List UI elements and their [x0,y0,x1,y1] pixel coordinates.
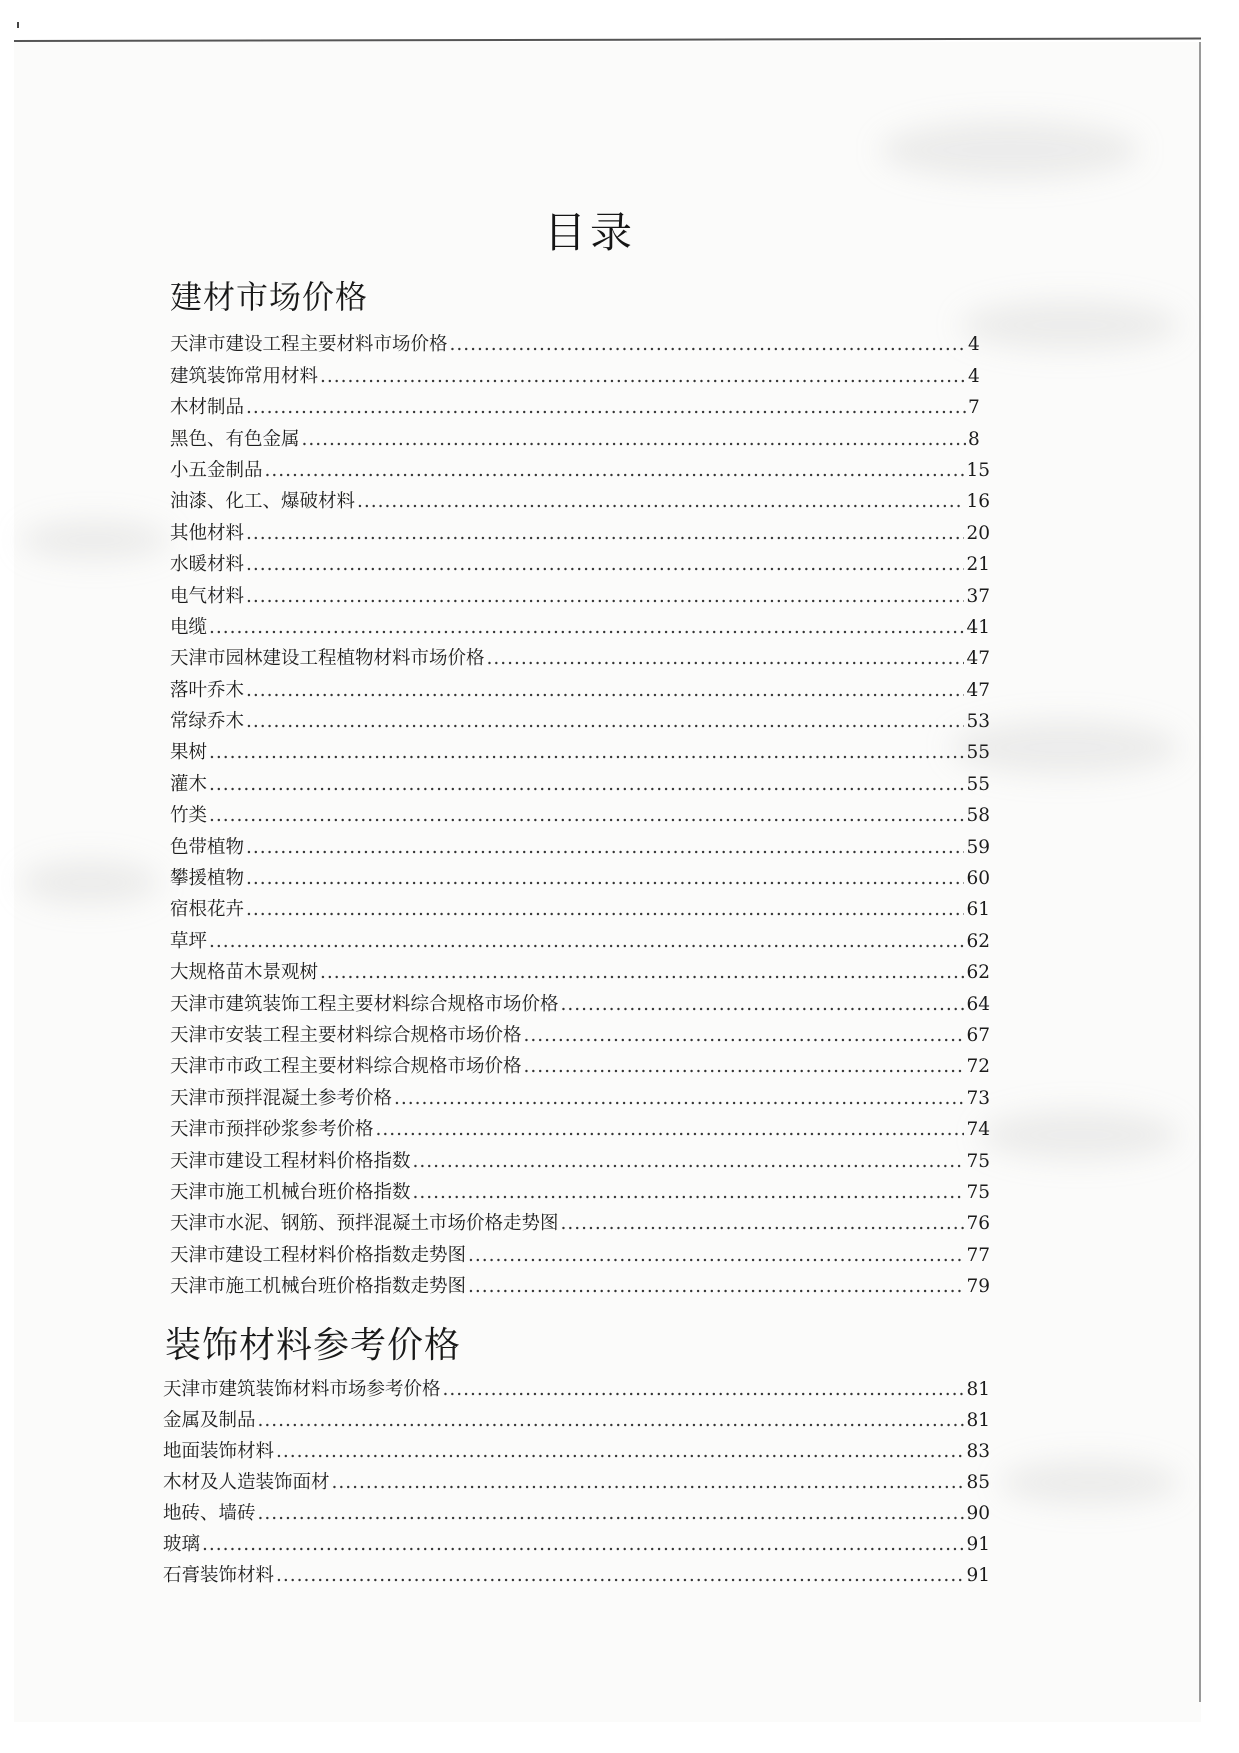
dot-leader [320,962,964,984]
toc-page-number: 73 [966,1087,990,1109]
toc-entry-label: 油漆、化工、爆破材料 [170,491,356,513]
toc-page-number: 75 [966,1181,990,1203]
toc-entry[interactable] [170,984,990,1015]
dot-leader [413,1151,965,1173]
toc-entry[interactable] [170,1173,990,1204]
toc-page-number: 59 [966,836,990,858]
dot-leader [468,1245,964,1267]
dot-leader [209,617,964,639]
dot-leader [413,1182,965,1204]
dot-leader [357,491,964,513]
toc-entry[interactable] [170,921,990,952]
toc-entry-label: 攀援植物 [170,868,245,890]
toc-entry-label: 天津市施工机械台班价格指数走势图 [170,1276,467,1298]
toc-entry-label: 电气材料 [170,585,245,607]
dot-leader [276,1441,964,1463]
dot-leader [524,1056,965,1078]
toc-page-number: 47 [966,648,990,670]
toc-entry[interactable] [170,1141,990,1172]
toc-entry[interactable] [170,702,990,733]
toc-page-number: 76 [966,1213,990,1235]
dot-leader [265,460,965,482]
toc-page-number: 41 [966,616,990,638]
toc-entry[interactable] [170,1047,990,1078]
toc-entry[interactable] [170,764,990,795]
toc-page-number: 75 [966,1150,990,1172]
toc-page-number: 60 [966,868,990,890]
toc-entry-label: 天津市预拌混凝土参考价格 [170,1087,393,1109]
dot-leader [246,397,966,419]
section-heading: 装饰材料参考价格 [165,1325,462,1366]
dot-leader [394,1088,964,1110]
dot-leader [202,1534,964,1556]
dot-leader [443,1379,965,1401]
dot-leader [302,429,966,451]
toc-entry[interactable] [170,356,990,387]
dot-leader [561,1213,965,1235]
toc-entry[interactable] [170,1204,990,1235]
toc-entry-label: 金属及制品 [163,1410,256,1431]
dot-leader [209,774,964,796]
dot-leader [276,1565,964,1587]
toc-entry-label: 竹类 [170,805,208,827]
toc-entry[interactable] [170,827,990,858]
toc-entry[interactable] [170,576,990,607]
dot-leader [258,1503,965,1525]
dot-leader [450,334,966,356]
toc-page-number: 62 [966,930,990,952]
toc-page-number: 85 [966,1472,990,1493]
scan-shade [20,520,170,560]
scan-shade [880,120,1140,180]
toc-page-number: 37 [966,585,990,607]
toc-entry[interactable] [170,513,990,544]
toc-entry[interactable] [170,482,990,513]
toc-entry[interactable] [163,1556,990,1587]
dot-leader [246,868,964,890]
section-heading: 建材市场价格 [170,278,369,316]
toc-entry-label: 石膏装饰材料 [163,1565,275,1586]
toc-entry[interactable] [163,1525,990,1556]
toc-entry-label: 天津市安装工程主要材料综合规格市场价格 [170,1024,522,1046]
toc-entry-label: 天津市建设工程材料价格指数 [170,1150,411,1172]
toc-entry-label: 木材及人造装饰面材 [163,1472,330,1493]
toc-entry-label: 天津市园林建设工程植物材料市场价格 [170,648,485,670]
toc-page-number: 4 [968,365,980,387]
toc-page-number: 77 [966,1244,990,1266]
toc-entry[interactable] [170,1078,990,1109]
toc-entry[interactable] [163,1401,990,1432]
dot-leader [246,554,964,576]
toc-list [163,1370,990,1587]
toc-entry-label: 水暖材料 [170,554,245,576]
toc-page-number: 4 [968,334,980,356]
toc-page-number: 7 [968,397,980,419]
scan-shade [1000,1460,1180,1505]
toc-entry-label: 宿根花卉 [170,899,245,921]
toc-page-number: 47 [966,679,990,701]
dot-leader [246,523,964,545]
toc-entry-label: 草坪 [170,930,208,952]
toc-entry[interactable] [170,1267,990,1298]
toc-entry-label: 天津市建筑装饰工程主要材料综合规格市场价格 [170,993,559,1015]
scan-mark [17,22,19,28]
dot-leader [561,994,965,1016]
toc-page-number: 91 [966,1534,990,1555]
toc-entry[interactable] [163,1432,990,1463]
page-title: 目录 [543,208,636,257]
dot-leader [487,648,965,670]
toc-page-number: 55 [966,742,990,764]
toc-entry-label: 灌木 [170,773,208,795]
toc-entry[interactable] [170,639,990,670]
toc-entry-label: 地砖、墙砖 [163,1503,256,1524]
toc-page-number: 58 [966,805,990,827]
dot-leader [320,366,966,388]
toc-entry-label: 玻璃 [163,1534,201,1555]
dot-leader [246,899,964,921]
scan-shade [20,860,160,905]
toc-entry[interactable] [170,1110,990,1141]
toc-entry-label: 天津市建设工程主要材料市场价格 [170,334,448,356]
toc-entry[interactable] [170,670,990,701]
toc-page-number: 67 [966,1024,990,1046]
toc-entry[interactable] [170,388,990,419]
toc-entry-label: 天津市水泥、钢筋、预拌混凝土市场价格走势图 [170,1213,559,1235]
toc-entry[interactable] [163,1463,990,1494]
toc-entry[interactable] [163,1370,990,1401]
toc-entry[interactable] [170,1016,990,1047]
toc-page-number: 79 [966,1276,990,1298]
toc-page-number: 53 [966,711,990,733]
toc-entry[interactable] [170,1235,990,1266]
toc-page-number: 64 [966,993,990,1015]
toc-entry[interactable] [170,545,990,576]
toc-page-number: 15 [966,459,990,481]
toc-list [170,325,990,1298]
toc-entry[interactable] [170,733,990,764]
toc-entry-label: 其他材料 [170,522,245,544]
toc-entry[interactable] [170,608,990,639]
toc-page-number: 83 [966,1441,990,1462]
toc-entry[interactable] [170,859,990,890]
toc-entry[interactable] [170,890,990,921]
dot-leader [209,931,964,953]
dot-leader [209,805,964,827]
toc-entry-label: 黑色、有色金属 [170,428,300,450]
toc-page-number: 81 [966,1379,990,1400]
dot-leader [209,742,964,764]
page-edge [1199,42,1201,1702]
dot-leader [246,586,964,608]
dot-leader [376,1119,965,1141]
toc-entry[interactable] [170,953,990,984]
toc-entry[interactable] [163,1494,990,1525]
toc-page-number: 20 [966,522,990,544]
toc-page-number: 72 [966,1056,990,1078]
toc-page-number: 8 [968,428,980,450]
toc-entry[interactable] [170,325,990,356]
toc-entry-label: 大规格苗木景观树 [170,962,319,984]
toc-page-number: 91 [966,1565,990,1586]
toc-page-number: 55 [966,773,990,795]
toc-entry-label: 天津市市政工程主要材料综合规格市场价格 [170,1056,522,1078]
toc-entry-label: 天津市施工机械台班价格指数 [170,1181,411,1203]
toc-page-number: 74 [966,1119,990,1141]
dot-leader [524,1025,965,1047]
toc-page-number: 21 [966,554,990,576]
toc-entry-label: 落叶乔木 [170,679,245,701]
toc-entry-label: 小五金制品 [170,459,263,481]
toc-entry-label: 天津市预拌砂浆参考价格 [170,1119,374,1141]
dot-leader [332,1472,965,1494]
dot-leader [246,711,964,733]
toc-page-number: 16 [966,491,990,513]
toc-page-number: 62 [966,962,990,984]
toc-entry-label: 木材制品 [170,397,245,419]
toc-entry-label: 地面装饰材料 [163,1441,275,1462]
toc-entry-label: 常绿乔木 [170,711,245,733]
toc-page-number: 90 [966,1503,990,1524]
toc-entry[interactable] [170,451,990,482]
toc-entry[interactable] [170,796,990,827]
toc-entry-label: 电缆 [170,616,208,638]
toc-entry-label: 天津市建筑装饰材料市场参考价格 [163,1379,441,1400]
toc-entry-label: 色带植物 [170,836,245,858]
dot-leader [258,1410,965,1432]
toc-entry-label: 建筑装饰常用材料 [170,365,319,387]
dot-leader [246,680,964,702]
toc-entry-label: 果树 [170,742,208,764]
toc-page-number: 61 [966,899,990,921]
dot-leader [468,1276,964,1298]
scan-shade [980,1110,1180,1160]
toc-entry[interactable] [170,419,990,450]
scan-shade [960,300,1180,350]
toc-entry-label: 天津市建设工程材料价格指数走势图 [170,1244,467,1266]
toc-page-number: 81 [966,1410,990,1431]
dot-leader [246,837,964,859]
